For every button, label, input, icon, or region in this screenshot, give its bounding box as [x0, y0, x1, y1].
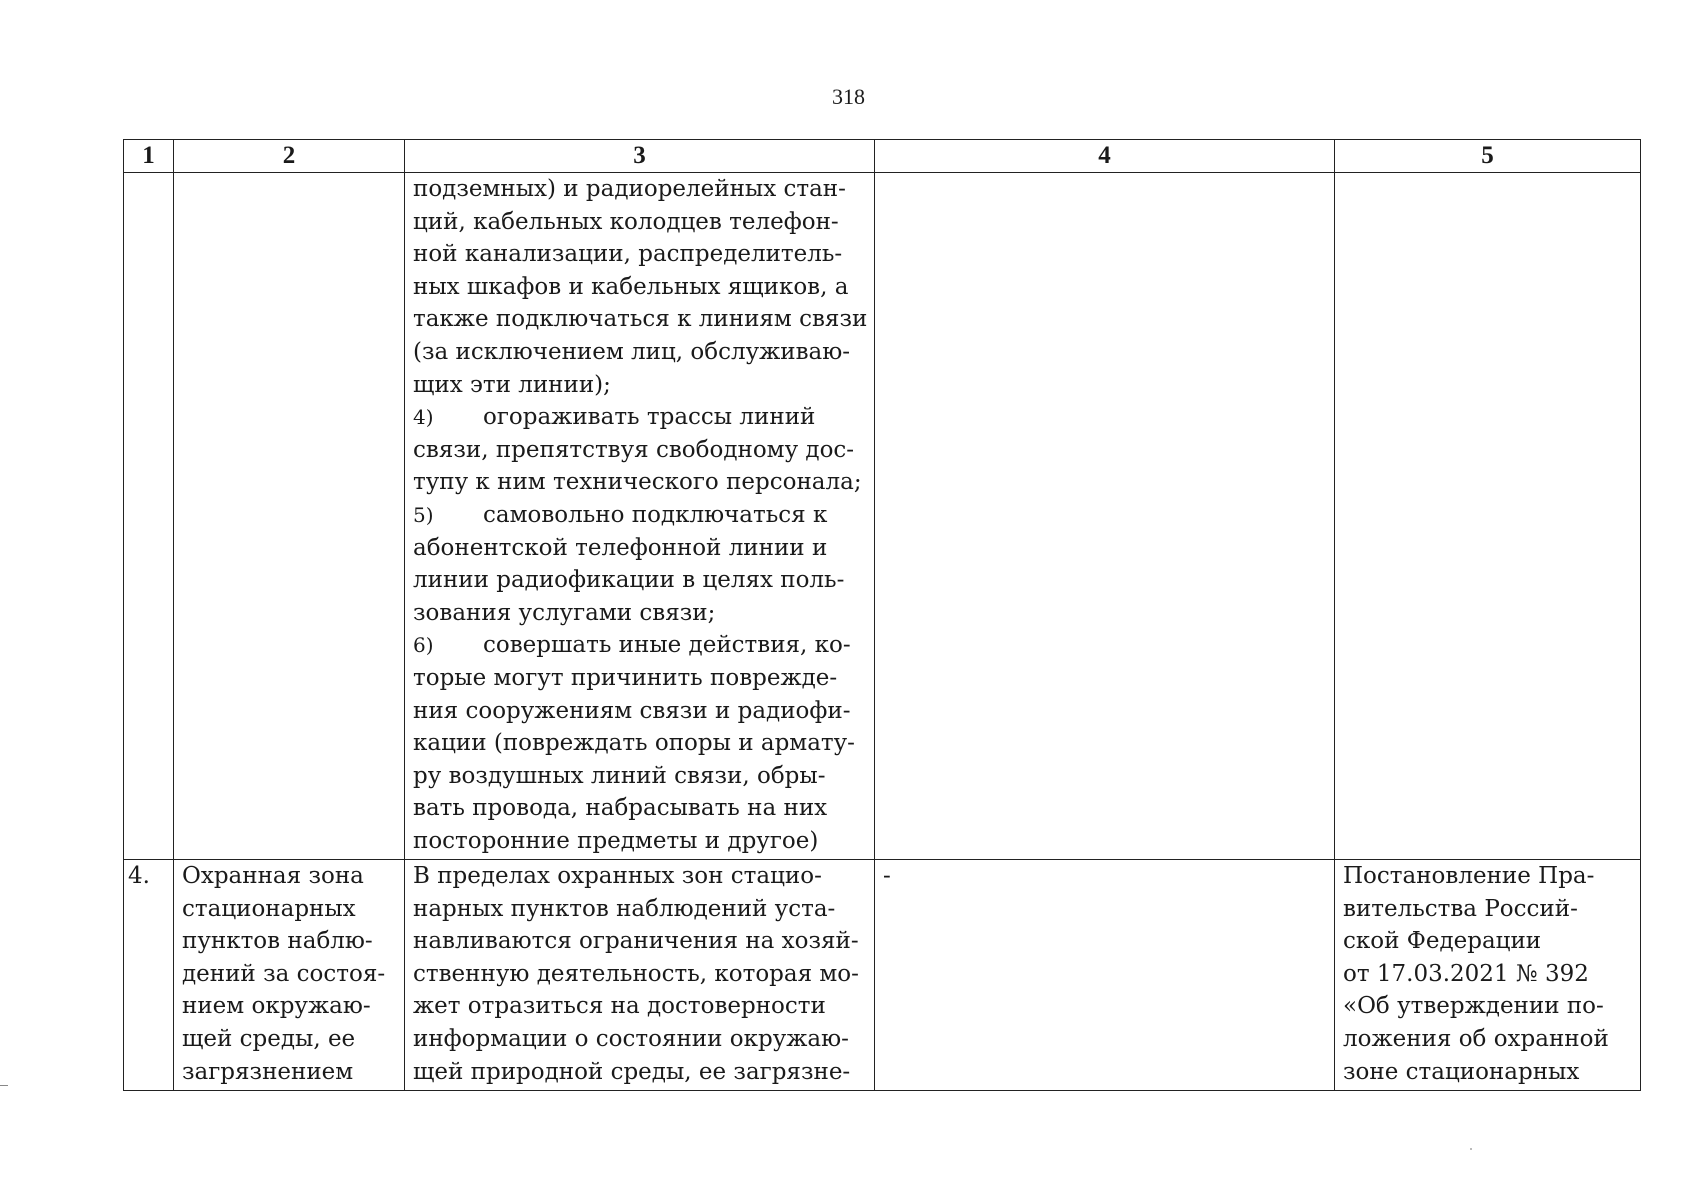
line-text: ных шкафов и кабельных ящиков, а [413, 273, 849, 300]
line-text: вать провода, набрасывать на них [413, 795, 828, 822]
line-text: (за исключением лиц, обслуживаю- [413, 338, 851, 365]
line-text: кации (повреждать опоры и армату- [413, 730, 855, 757]
table-row-4 [124, 860, 1641, 1091]
prohibition-text-line [413, 303, 866, 336]
legal-basis-line: ложения об охранной [1343, 1025, 1609, 1052]
line-text: линии радиофикации в целях поль- [413, 567, 845, 594]
line-text: ной канализации, распределитель- [413, 241, 843, 268]
legal-basis-line: вительства Россий- [1343, 895, 1578, 922]
prohibition-text-line [413, 206, 866, 239]
zone-name-line: стационарных [182, 895, 356, 922]
zone-name-line: щей среды, ее [182, 1025, 356, 1052]
line-text: щих эти линии); [413, 371, 611, 398]
prohibition-text-line [413, 564, 866, 597]
line-text: тупу к ним технического персонала; [413, 469, 862, 496]
list-item-number: 4) [413, 405, 434, 430]
cell-row-continuation-col5 [1335, 173, 1641, 860]
zone-name-line: пунктов наблю- [182, 928, 373, 955]
legal-basis-line: «Об утверждении по- [1343, 993, 1604, 1020]
cell-row-continuation-col4 [875, 173, 1335, 860]
line-text: подземных) и радиорелейных стан- [413, 176, 846, 202]
column-header-2: 2 [174, 140, 405, 173]
cell-row-continuation-col2 [174, 173, 405, 860]
prohibition-text-line [413, 695, 866, 728]
prohibition-text-line [413, 434, 866, 467]
column-header-3: 3 [405, 140, 875, 173]
line-text: посторонние предметы и другое) [413, 827, 819, 854]
requirements-table [123, 139, 1641, 1091]
line-text: совершать иные действия, ко- [483, 632, 851, 659]
prohibition-text-line [413, 597, 866, 630]
legal-basis-line: зоне стационарных [1343, 1058, 1580, 1085]
prohibition-text-line [413, 369, 866, 402]
scan-dot [1470, 1148, 1472, 1150]
prohibition-text-line [413, 499, 866, 532]
list-item-number: 5) [413, 502, 434, 527]
prohibition-text-line [413, 532, 866, 565]
restriction-text-line: жет отразиться на достоверности [413, 993, 826, 1020]
prohibition-text-line [413, 173, 866, 206]
legal-basis-line: от 17.03.2021 № 392 [1343, 960, 1589, 987]
col4-cell: - [875, 860, 1335, 1091]
prohibition-text-line [413, 727, 866, 760]
prohibition-text-line [413, 466, 866, 499]
page-number: 318 [832, 84, 865, 109]
prohibition-text-line [413, 662, 866, 695]
line-text: ния сооружениям связи и радиофи- [413, 697, 851, 724]
line-text: огораживать трассы линий [483, 404, 816, 431]
zone-name-line: Охранная зона [182, 863, 364, 889]
line-text: также подключаться к линиям связи [413, 306, 868, 333]
restriction-text-line: информации о состоянии окружаю- [413, 1025, 849, 1052]
prohibition-text-line [413, 825, 866, 858]
row-number: 4. [124, 860, 174, 1091]
prohibition-text-line [413, 238, 866, 271]
column-header-4: 4 [875, 140, 1335, 173]
legal-basis-cell [1335, 860, 1641, 1091]
restriction-text-line: щей природной среды, ее загрязне- [413, 1058, 851, 1085]
line-text: зования услугами связи; [413, 599, 716, 626]
cell-row-continuation-col3 [405, 173, 875, 860]
prohibition-text-line [413, 401, 866, 434]
line-text: ру воздушных линий связи, обры- [413, 762, 826, 789]
scan-mark-left [0, 1085, 8, 1086]
table-row-continuation [124, 173, 1641, 860]
prohibition-text-line [413, 760, 866, 793]
prohibition-text-line [413, 792, 866, 825]
zone-name-cell [174, 860, 405, 1091]
table-header-row [124, 140, 1641, 173]
zone-name-line: загрязнением [182, 1058, 354, 1085]
line-text: связи, препятствуя свободному дос- [413, 436, 855, 463]
line-text: самовольно подключаться к [483, 501, 828, 528]
column-header-1: 1 [124, 140, 174, 173]
line-text: торые могут причинить поврежде- [413, 664, 838, 691]
line-text: ций, кабельных колодцев телефон- [413, 208, 839, 235]
column-header-5: 5 [1335, 140, 1641, 173]
prohibition-text-line [413, 629, 866, 662]
cell-row-continuation-col1 [124, 173, 174, 860]
restriction-text-line: ственную деятельность, которая мо- [413, 960, 859, 987]
restriction-text-line: навливаются ограничения на хозяй- [413, 928, 859, 955]
legal-basis-line: ской Федерации [1343, 928, 1542, 955]
restriction-text-line: В пределах охранных зон стацио- [413, 863, 822, 889]
line-text: абонентской телефонной линии и [413, 534, 828, 561]
prohibition-text-line [413, 271, 866, 304]
prohibition-text-line [413, 336, 866, 369]
list-item-number: 6) [413, 633, 434, 658]
zone-name-line: дений за состоя- [182, 960, 386, 987]
restriction-text-line: нарных пунктов наблюдений уста- [413, 895, 836, 922]
restrictions-cell [405, 860, 875, 1091]
legal-basis-line: Постановление Пра- [1343, 863, 1595, 889]
zone-name-line: нием окружаю- [182, 993, 371, 1020]
